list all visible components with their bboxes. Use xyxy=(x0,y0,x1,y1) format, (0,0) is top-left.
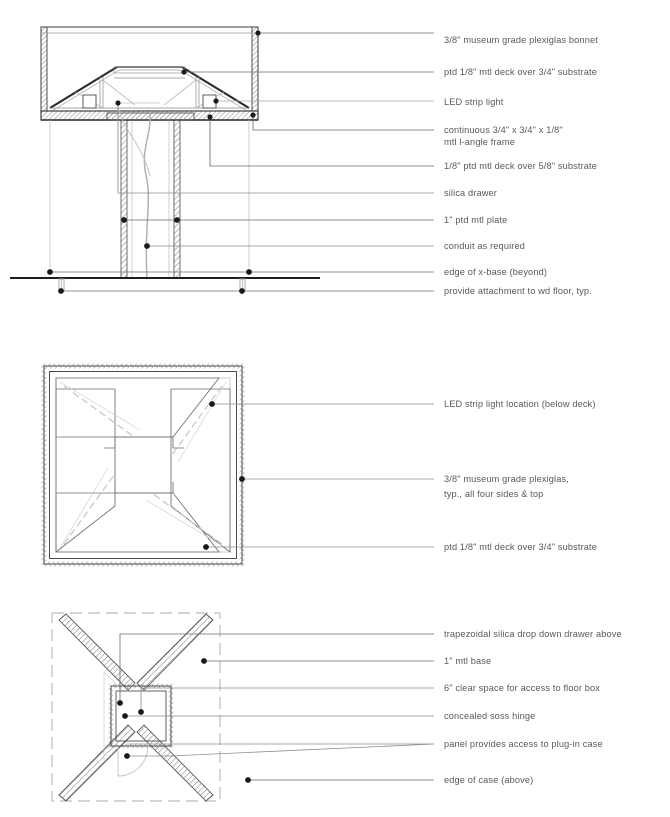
led-strip-locations xyxy=(64,386,222,544)
callout-plexiglas-l2: typ., all four sides & top xyxy=(444,489,544,499)
callout-led-strip: LED strip light xyxy=(444,97,504,107)
leaders-deck-plan xyxy=(203,401,434,550)
x-base-legs xyxy=(59,614,213,801)
callout-angle-frame-l2: mtl l-angle frame xyxy=(444,137,515,147)
callout-clear-space: 6" clear space for access to floor box xyxy=(444,683,601,693)
callout-edge-x-base: edge of x-base (beyond) xyxy=(444,267,548,277)
pedestal-column xyxy=(107,113,194,278)
callout-bonnet: 3/8" museum grade plexiglas bonnet xyxy=(444,35,598,45)
view-deck-plan xyxy=(44,366,434,564)
floor-attachment-fasteners xyxy=(59,279,245,291)
case-edge-above xyxy=(52,613,220,801)
callout-mtl-plate: 1" ptd mtl plate xyxy=(444,215,508,225)
callout-access-panel: panel provides access to plug-in case xyxy=(444,739,603,749)
callout-silica-drawer: silica drawer xyxy=(444,188,498,198)
callout-silica-drawer-above: trapezoidal silica drop down drawer above xyxy=(444,629,622,639)
plexiglas-bonnet xyxy=(41,27,258,111)
access-panel-swing xyxy=(118,746,148,776)
callout-ptd-deck-3-4: ptd 1/8" mtl deck over 3/4" substrate xyxy=(444,67,598,77)
callout-angle-frame-l1: continuous 3/4" x 3/4" x 1/8" xyxy=(444,125,563,135)
conduit-line xyxy=(144,112,150,278)
callout-wd-floor-attach: provide attachment to wd floor, typ. xyxy=(444,286,592,296)
callout-ptd-deck-5-8: 1/8" ptd mtl deck over 5/8" substrate xyxy=(444,161,598,171)
leaders-section xyxy=(47,30,434,294)
callout-mtl-base: 1" mtl base xyxy=(444,656,492,666)
callout-edge-of-case: edge of case (above) xyxy=(444,775,534,785)
view-section-elevation xyxy=(10,27,434,294)
sloped-deck-assembly xyxy=(50,67,249,111)
callout-conduit: conduit as required xyxy=(444,241,525,251)
callout-plexiglas-l1: 3/8" museum grade plexiglas, xyxy=(444,474,569,484)
deck-center-flat xyxy=(104,437,184,493)
callout-soss-hinge: concealed soss hinge xyxy=(444,711,536,721)
callout-led-location: LED strip light location (below deck) xyxy=(444,399,596,409)
view-x-base-plan xyxy=(52,613,434,801)
deck-panels xyxy=(56,378,230,552)
callout-ptd-deck-plan: ptd 1/8" mtl deck over 3/4" substrate xyxy=(444,542,598,552)
